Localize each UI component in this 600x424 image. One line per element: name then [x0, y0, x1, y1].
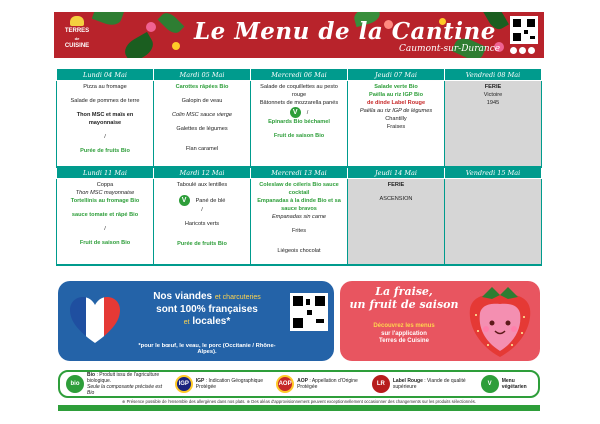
allergen-footnote: ⊕ Présence possible de l'ensemble des allergènes dans nos plats. ⊕ Des aléas d'approvisionnement peuvent exceptionnellement occasionner des changements sur les produits sélectionnés. — [121, 399, 477, 404]
day-header: Vendredi 15 Mai — [445, 167, 542, 179]
facebook-icon[interactable] — [510, 47, 517, 54]
legend-vegetarian: V Menu végétarien — [481, 375, 532, 393]
menu-cell-holiday: FERIE ASCENSION — [348, 179, 445, 265]
day-header: Lundi 04 Mai — [57, 69, 154, 81]
leaf-decoration — [92, 12, 124, 28]
terres-de-cuisine-logo: TERRES de CUISINE — [60, 16, 94, 54]
day-header: Lundi 11 Mai — [57, 167, 154, 179]
day-header: Jeudi 07 Mai — [348, 69, 445, 81]
vegetarian-icon: V — [290, 107, 301, 118]
bio-icon: bio — [66, 375, 84, 393]
week2-row — [57, 179, 542, 265]
igp-icon: IGP — [175, 375, 193, 393]
french-meat-promo — [58, 281, 334, 361]
promo1-text: Nos viandes et charcuteries sont 100% françaises et locales* — [153, 291, 261, 327]
label-legend — [58, 370, 540, 398]
menu-cell: Salade de coquillettes au pesto rouge Bâtonnets de mozzarella panés V / Epinards Bio béchamel Fruit de saison Bio — [251, 81, 348, 167]
flower-decoration — [172, 42, 180, 50]
instagram-icon[interactable] — [519, 47, 526, 54]
footer-strip — [58, 405, 540, 411]
vegetarian-icon: V — [481, 375, 499, 393]
day-header: Mercredi 13 Mai — [251, 167, 348, 179]
day-header: Jeudi 14 Mai — [348, 167, 445, 179]
qr-code-icon[interactable] — [510, 16, 538, 44]
promo2-body: Découvrez les menus sur l'application Terres de Cuisine — [373, 323, 435, 344]
flower-decoration — [146, 22, 156, 32]
legend-label-rouge: LR Label Rouge : Viande de qualité supérieure — [372, 375, 473, 393]
day-header: Mercredi 06 Mai — [251, 69, 348, 81]
menu-cell: Taboulé aux lentilles V Pané de blé / Haricots verts Purée de fruits Bio — [154, 179, 251, 265]
youtube-icon[interactable] — [528, 47, 535, 54]
menu-cell: Carottes râpées Bio Galopin de veau Colin MSC sauce vierge Galettes de légumes Flan caramel — [154, 81, 251, 167]
strawberry-promo — [340, 281, 540, 361]
page-title: Le Menu de la Cantine — [194, 18, 496, 45]
week1-row — [57, 81, 542, 167]
vegetarian-icon: V — [179, 195, 190, 206]
legend-igp: IGP IGP : Indication Géographique Protégée — [175, 375, 268, 393]
label-rouge-icon: LR — [372, 375, 390, 393]
leaf-decoration — [158, 12, 185, 36]
aop-icon: AOP — [276, 375, 294, 393]
promo1-note: *pour le bœuf, le veau, le porc (Occitanie / Rhône-Alpes). — [138, 343, 276, 355]
menu-cell: Coleslaw de céleris Bio sauce cocktail Empanadas à la dinde Bio et sa sauce bravos Empanadas sin carne Frites Liégeois chocolat — [251, 179, 348, 265]
chef-hat-icon — [70, 16, 84, 26]
header-banner — [54, 12, 544, 58]
social-icons — [510, 47, 540, 55]
strawberry-icon — [464, 285, 536, 359]
qr-code-icon[interactable] — [290, 293, 328, 331]
menu-cell: Pizza au fromage Salade de pommes de terre Thon MSC et maïs en mayonnaise / Purée de fruits Bio — [57, 81, 154, 167]
menu-cell-holiday: FERIE Victoire 1945 — [445, 81, 542, 167]
day-header: Vendredi 08 Mai — [445, 69, 542, 81]
town-name: Caumont-sur-Durance — [399, 44, 501, 54]
week2-header — [57, 167, 542, 179]
menu-cell: Salade verte Bio Paëlla au riz IGP Bio de dinde Label Rouge Paëlla au riz IGP de légumes Chantilly Fraises — [348, 81, 445, 167]
promo2-title: La fraise, un fruit de saison — [349, 285, 459, 311]
france-heart-flag-icon — [68, 295, 122, 345]
legend-aop: AOP AOP : Appellation d'Origine Protégée — [276, 375, 364, 393]
legend-bio: bio Bio : Produit issu de l'agriculture biologique. Seule la composante précisée est Bio — [66, 372, 167, 396]
menu-table — [56, 68, 542, 266]
menu-cell-empty — [445, 179, 542, 265]
day-header: Mardi 12 Mai — [154, 167, 251, 179]
week1-header — [57, 69, 542, 81]
menu-cell: Coppa Thon MSC mayonnaise Tortellinis au fromage Bio sauce tomate et râpé Bio / Fruit de saison Bio — [57, 179, 154, 265]
day-header: Mardi 05 Mai — [154, 69, 251, 81]
leaf-decoration — [121, 32, 157, 58]
